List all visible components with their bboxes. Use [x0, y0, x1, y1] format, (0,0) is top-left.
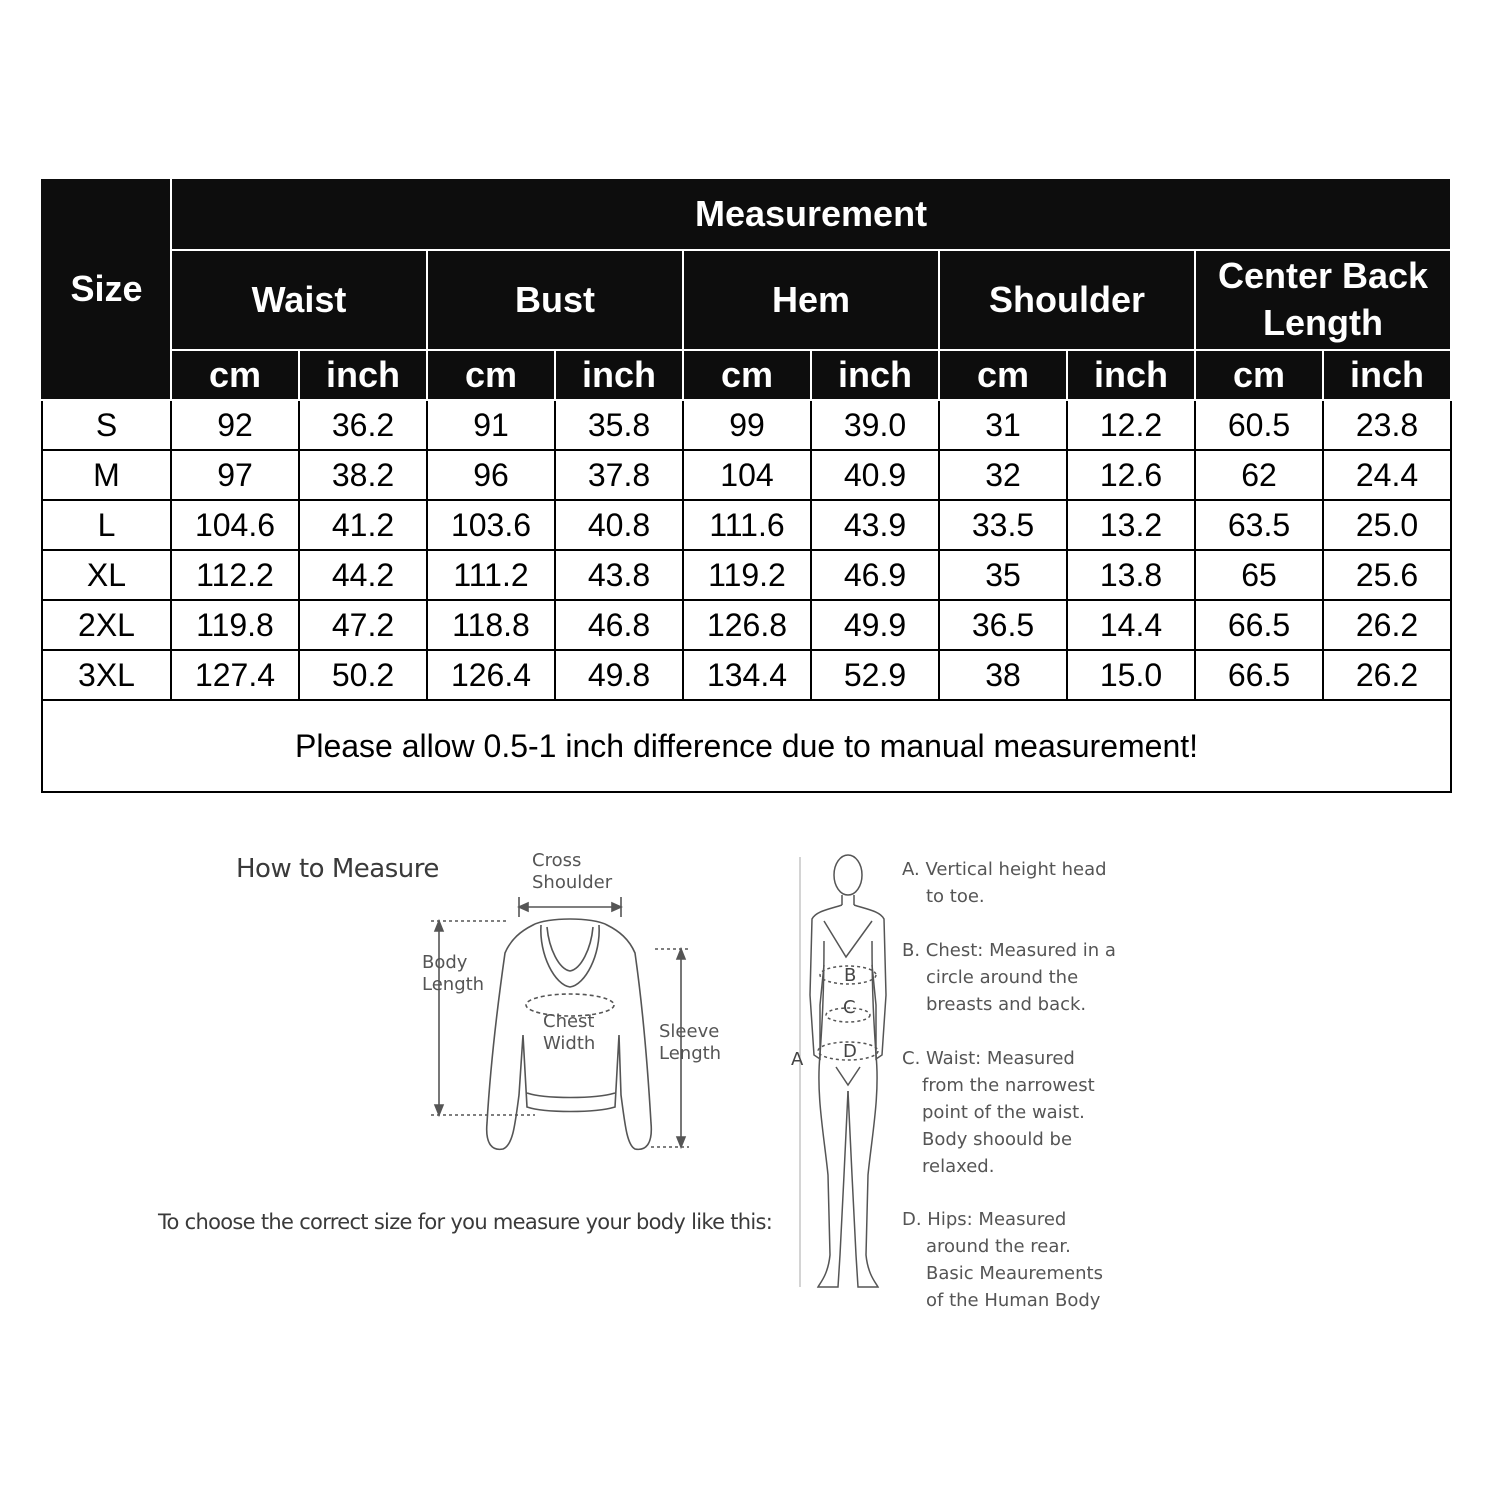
table-row — [42, 500, 1451, 550]
value-cell: 39.0 — [811, 400, 939, 450]
value-cell: 15.0 — [1067, 650, 1195, 700]
label-line: Length — [659, 1043, 722, 1064]
value-cell: 26.2 — [1323, 600, 1451, 650]
sleeve-length-label — [659, 1021, 721, 1065]
unit-header-inch: inch — [299, 350, 427, 400]
legend-line: from the narrowest — [922, 1075, 1095, 1096]
unit-header-cm: cm — [1195, 350, 1323, 400]
legend-line: to toe. — [926, 886, 985, 907]
value-cell: 36.2 — [299, 400, 427, 450]
legend-line: Body shoould be — [922, 1129, 1073, 1150]
value-cell: 99 — [683, 400, 811, 450]
size-header: Size — [42, 178, 171, 400]
legend-d — [902, 1206, 1103, 1314]
table-row — [42, 450, 1451, 500]
legend-b — [902, 937, 1116, 1018]
legend-line: D. Hips: Measured — [902, 1209, 1067, 1230]
value-cell: 25.0 — [1323, 500, 1451, 550]
value-cell: 13.8 — [1067, 550, 1195, 600]
size-cell: L — [42, 500, 171, 550]
center-back-length-header: Center Back Length — [1195, 250, 1451, 350]
value-cell: 12.6 — [1067, 450, 1195, 500]
value-cell: 112.2 — [171, 550, 299, 600]
value-cell: 40.8 — [555, 500, 683, 550]
value-cell: 118.8 — [427, 600, 555, 650]
value-cell: 104 — [683, 450, 811, 500]
label-line: Body — [422, 952, 468, 973]
shoulder-header: Shoulder — [939, 250, 1195, 350]
value-cell: 126.4 — [427, 650, 555, 700]
value-cell: 47.2 — [299, 600, 427, 650]
value-cell: 37.8 — [555, 450, 683, 500]
value-cell: 119.2 — [683, 550, 811, 600]
cross-shoulder-label — [532, 850, 612, 894]
value-cell: 97 — [171, 450, 299, 500]
unit-header-cm: cm — [939, 350, 1067, 400]
value-cell: 12.2 — [1067, 400, 1195, 450]
marker-d: D — [843, 1041, 857, 1062]
value-cell: 26.2 — [1323, 650, 1451, 700]
choose-size-text: To choose the correct size for you measure your body like this: — [158, 1210, 773, 1234]
table-row — [42, 400, 1451, 450]
value-cell: 36.5 — [939, 600, 1067, 650]
unit-header-inch: inch — [555, 350, 683, 400]
value-cell: 38 — [939, 650, 1067, 700]
value-cell: 49.9 — [811, 600, 939, 650]
hem-header: Hem — [683, 250, 939, 350]
value-cell: 33.5 — [939, 500, 1067, 550]
value-cell: 41.2 — [299, 500, 427, 550]
value-cell: 13.2 — [1067, 500, 1195, 550]
size-cell: S — [42, 400, 171, 450]
value-cell: 104.6 — [171, 500, 299, 550]
value-cell: 23.8 — [1323, 400, 1451, 450]
legend-line: Basic Meaurements — [926, 1263, 1103, 1284]
value-cell: 43.8 — [555, 550, 683, 600]
value-cell: 40.9 — [811, 450, 939, 500]
size-cell: 2XL — [42, 600, 171, 650]
value-cell: 14.4 — [1067, 600, 1195, 650]
table-row — [42, 550, 1451, 600]
value-cell: 126.8 — [683, 600, 811, 650]
value-cell: 119.8 — [171, 600, 299, 650]
value-cell: 63.5 — [1195, 500, 1323, 550]
size-cell: XL — [42, 550, 171, 600]
value-cell: 25.6 — [1323, 550, 1451, 600]
marker-c: C — [843, 997, 856, 1018]
size-rows — [42, 400, 1451, 700]
value-cell: 32 — [939, 450, 1067, 500]
legend-line: circle around the — [926, 967, 1079, 988]
size-cell: 3XL — [42, 650, 171, 700]
unit-header-inch: inch — [1323, 350, 1451, 400]
size-chart-table — [41, 177, 1452, 793]
value-cell: 127.4 — [171, 650, 299, 700]
value-cell: 91 — [427, 400, 555, 450]
legend-line: breasts and back. — [926, 994, 1087, 1015]
value-cell: 103.6 — [427, 500, 555, 550]
value-cell: 65 — [1195, 550, 1323, 600]
value-cell: 49.8 — [555, 650, 683, 700]
value-cell: 24.4 — [1323, 450, 1451, 500]
unit-header-inch: inch — [811, 350, 939, 400]
value-cell: 62 — [1195, 450, 1323, 500]
chest-width-label — [543, 1011, 595, 1055]
how-to-measure-title: How to Measure — [236, 854, 439, 884]
value-cell: 50.2 — [299, 650, 427, 700]
label-line: Sleeve — [659, 1021, 720, 1042]
unit-header-cm: cm — [683, 350, 811, 400]
unit-header-cm: cm — [171, 350, 299, 400]
bust-header: Bust — [427, 250, 683, 350]
waist-header: Waist — [171, 250, 427, 350]
marker-b: B — [844, 965, 857, 986]
value-cell: 44.2 — [299, 550, 427, 600]
unit-header-inch: inch — [1067, 350, 1195, 400]
label-line: Width — [543, 1033, 596, 1054]
value-cell: 38.2 — [299, 450, 427, 500]
value-cell: 66.5 — [1195, 650, 1323, 700]
body-figure — [780, 845, 900, 1295]
label-line: Length — [422, 974, 485, 995]
legend-line: point of the waist. — [922, 1102, 1085, 1123]
value-cell: 92 — [171, 400, 299, 450]
marker-a: A — [791, 1049, 804, 1070]
table-row — [42, 600, 1451, 650]
label-line: Shoulder — [532, 872, 613, 893]
value-cell: 35.8 — [555, 400, 683, 450]
value-cell: 35 — [939, 550, 1067, 600]
value-cell: 60.5 — [1195, 400, 1323, 450]
value-cell: 43.9 — [811, 500, 939, 550]
body-length-label — [422, 952, 484, 996]
legend-line: of the Human Body — [926, 1290, 1101, 1311]
value-cell: 52.9 — [811, 650, 939, 700]
value-cell: 96 — [427, 450, 555, 500]
measurement-header: Measurement — [171, 178, 1451, 250]
value-cell: 31 — [939, 400, 1067, 450]
legend-line: around the rear. — [926, 1236, 1071, 1257]
value-cell: 46.8 — [555, 600, 683, 650]
value-cell: 111.6 — [683, 500, 811, 550]
legend-line: C. Waist: Measured — [902, 1048, 1075, 1069]
legend-c — [902, 1045, 1095, 1180]
size-cell: M — [42, 450, 171, 500]
unit-header-cm: cm — [427, 350, 555, 400]
table-row — [42, 650, 1451, 700]
legend-a — [902, 856, 1107, 910]
legend-line: relaxed. — [922, 1156, 995, 1177]
legend-line: B. Chest: Measured in a — [902, 940, 1116, 961]
value-cell: 66.5 — [1195, 600, 1323, 650]
measurement-note: Please allow 0.5-1 inch difference due to manual measurement! — [42, 700, 1451, 792]
legend-line: A. Vertical height head — [902, 859, 1107, 880]
label-line: Chest — [543, 1011, 595, 1032]
value-cell: 46.9 — [811, 550, 939, 600]
value-cell: 134.4 — [683, 650, 811, 700]
value-cell: 111.2 — [427, 550, 555, 600]
label-line: Cross — [532, 850, 582, 871]
